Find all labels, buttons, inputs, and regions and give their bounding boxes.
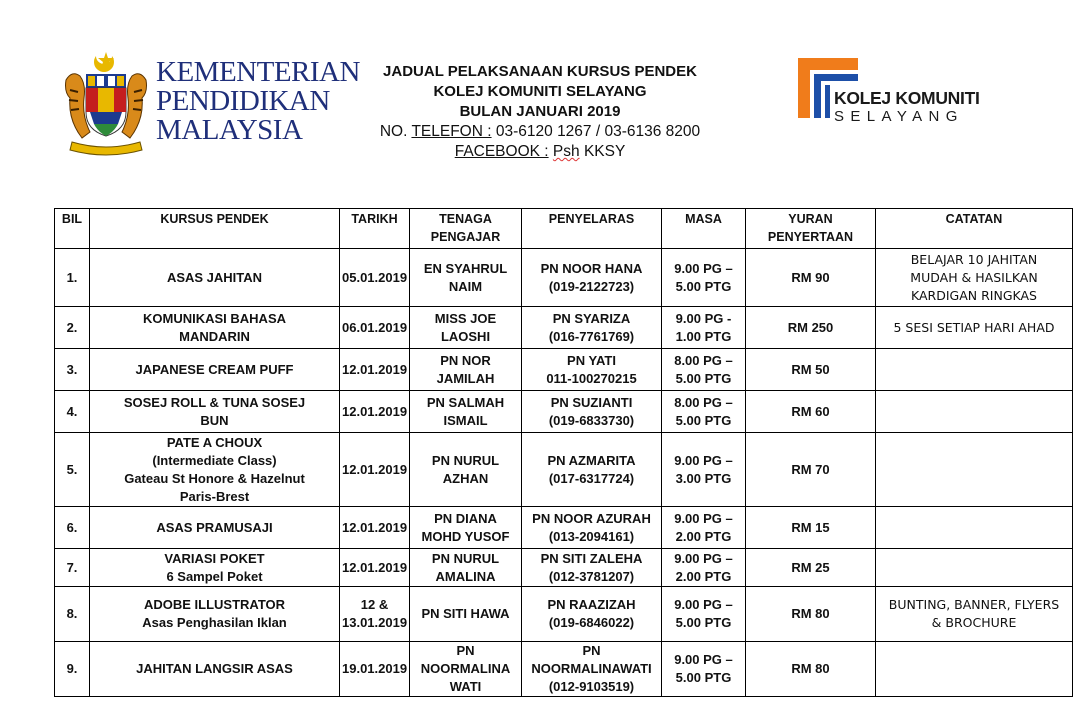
cell-text: 12.01.2019 — [342, 403, 408, 419]
cell-text: 5.00 PTG — [675, 670, 732, 685]
column-header-catatan — [876, 209, 1073, 249]
cell-text: (013-2094161) — [548, 528, 635, 544]
cell-text: (019-2122723) — [548, 278, 635, 294]
cell-text: (Intermediate Class) — [152, 452, 277, 468]
cell-masa — [662, 391, 746, 433]
cell-text: 13.01.2019 — [342, 615, 408, 630]
cell-text: KARDIGAN RINGKAS — [911, 287, 1037, 303]
cell-kursus — [90, 249, 340, 307]
table-row — [55, 349, 1073, 391]
cell-penyelaras — [522, 549, 662, 587]
cell-tarikh — [340, 549, 410, 587]
cell-bil: 4. — [55, 391, 90, 433]
cell-text: ADOBE ILLUSTRATOR — [143, 597, 286, 612]
ministry-line: PENDIDIKAN — [156, 85, 330, 117]
column-header-text: MASA — [685, 212, 722, 226]
phone-line — [330, 122, 750, 142]
cell-kursus — [90, 642, 340, 697]
column-header-tarikh — [340, 209, 410, 249]
cell-text: PN AZMARITA — [547, 452, 636, 468]
cell-text: 9.00 PG – — [674, 597, 733, 612]
cell-text: PN — [456, 643, 475, 658]
cell-yuran: RM 70 — [746, 433, 876, 507]
cell-text: 5 SESI SETIAP HARI AHAD — [893, 319, 1055, 335]
cell-kursus — [90, 349, 340, 391]
cell-text: PN NURUL — [431, 550, 500, 566]
cell-yuran: RM 50 — [746, 349, 876, 391]
cell-pengajar — [410, 349, 522, 391]
cell-text: PN NURUL — [431, 452, 500, 468]
cell-text: Paris-Brest — [179, 488, 250, 504]
cell-text: 3.00 PTG — [675, 470, 732, 486]
cell-kursus — [90, 549, 340, 587]
cell-text: NOORMALINAWATI — [531, 661, 652, 676]
cell-text: & BROCHURE — [931, 615, 1017, 630]
cell-catatan — [876, 349, 1073, 391]
column-header-text: TARIKH — [351, 212, 398, 226]
table-row — [55, 433, 1073, 507]
cell-yuran: RM 80 — [746, 642, 876, 697]
cell-masa — [662, 307, 746, 349]
cell-masa — [662, 549, 746, 587]
cell-text: ASAS JAHITAN — [166, 269, 263, 285]
title-line: KOLEJ KOMUNITI SELAYANG — [433, 83, 647, 100]
cell-text: (017-6317724) — [548, 470, 635, 486]
cell-text: (019-6846022) — [548, 615, 635, 630]
column-header-text: YURAN — [788, 212, 833, 226]
cell-text: 2.00 PTG — [675, 568, 732, 584]
cell-text: EN SYAHRUL — [423, 260, 508, 276]
facebook-line — [330, 142, 750, 162]
column-header-text: PENGAJAR — [430, 230, 501, 244]
column-header-text: CATATAN — [945, 212, 1003, 226]
cell-text: ASAS PRAMUSAJI — [156, 519, 273, 535]
cell-catatan — [876, 507, 1073, 549]
cell-text: PN NOOR HANA — [540, 260, 643, 276]
cell-text: PN SITI ZALEHA — [540, 550, 643, 566]
cell-text: PN NOR — [440, 352, 491, 368]
malaysia-coat-of-arms-icon — [62, 50, 150, 160]
cell-text: (019-6833730) — [548, 412, 635, 428]
cell-catatan — [876, 587, 1073, 642]
table-body — [55, 249, 1073, 697]
cell-yuran: RM 15 — [746, 507, 876, 549]
cell-tarikh — [340, 642, 410, 697]
cell-masa — [662, 507, 746, 549]
cell-tarikh — [340, 433, 410, 507]
cell-text: PN SYARIZA — [552, 310, 631, 326]
cell-text: 12 & — [360, 597, 389, 612]
cell-text: 9.00 PG – — [674, 452, 733, 468]
cell-text: 1.00 PTG — [675, 328, 732, 344]
cell-bil: 5. — [55, 433, 90, 507]
cell-text: MUDAH & HASILKAN — [910, 269, 1038, 285]
cell-text: SOSEJ ROLL & TUNA SOSEJ — [123, 394, 306, 410]
cell-catatan — [876, 433, 1073, 507]
cell-text: MOHD YUSOF — [421, 528, 510, 544]
cell-bil: 3. — [55, 349, 90, 391]
cell-catatan — [876, 391, 1073, 433]
cell-text: PN SALMAH — [426, 394, 505, 410]
cell-text: 8.00 PG – — [674, 352, 733, 368]
table-row — [55, 307, 1073, 349]
phone-label: TELEFON : — [411, 123, 492, 140]
cell-penyelaras — [522, 307, 662, 349]
kolej-komuniti-logo — [798, 58, 998, 130]
cell-text: (016-7761769) — [548, 328, 635, 344]
cell-text: PN DIANA — [434, 510, 497, 526]
column-header-bil — [55, 209, 90, 249]
cell-penyelaras — [522, 391, 662, 433]
cell-text: 011-100270215 — [546, 370, 637, 386]
cell-text: 12.01.2019 — [342, 461, 408, 477]
cell-text: 9.00 PG - — [675, 310, 732, 326]
cell-text: AZHAN — [442, 470, 489, 486]
cell-catatan — [876, 549, 1073, 587]
cell-yuran: RM 80 — [746, 587, 876, 642]
cell-yuran: RM 25 — [746, 549, 876, 587]
table-header-row — [55, 209, 1073, 249]
column-header-text: PENYERTAAN — [767, 230, 854, 244]
column-header-masa — [662, 209, 746, 249]
cell-text: 5.00 PTG — [675, 615, 732, 630]
cell-tarikh — [340, 391, 410, 433]
cell-text: AMALINA — [435, 568, 496, 584]
cell-tarikh — [340, 307, 410, 349]
cell-kursus — [90, 307, 340, 349]
cell-text: 19.01.2019 — [342, 661, 408, 676]
cell-yuran: RM 250 — [746, 307, 876, 349]
cell-text: NOORMALINA — [420, 661, 511, 676]
cell-text: BUNTING, BANNER, FLYERS — [888, 597, 1060, 612]
cell-text: PN SUZIANTI — [550, 394, 633, 410]
cell-text: Gateau St Honore & Hazelnut — [124, 470, 305, 486]
cell-text: ISMAIL — [443, 412, 488, 428]
cell-pengajar — [410, 391, 522, 433]
cell-text: 9.00 PG – — [674, 510, 733, 526]
table-row — [55, 249, 1073, 307]
ministry-line: MALAYSIA — [156, 114, 303, 146]
cell-pengajar — [410, 549, 522, 587]
cell-pengajar — [410, 433, 522, 507]
cell-text: (012-9103519) — [548, 679, 635, 694]
phone-prefix: NO. — [379, 123, 408, 140]
cell-text: 8.00 PG – — [674, 394, 733, 410]
cell-masa — [662, 349, 746, 391]
cell-penyelaras — [522, 433, 662, 507]
title-line: BULAN JANUARI 2019 — [459, 103, 621, 120]
cell-text: PN RAAZIZAH — [547, 597, 636, 612]
cell-text: 6 Sampel Poket — [166, 568, 263, 584]
cell-catatan — [876, 642, 1073, 697]
cell-penyelaras — [522, 587, 662, 642]
cell-masa — [662, 249, 746, 307]
cell-text: 5.00 PTG — [675, 412, 732, 428]
cell-pengajar — [410, 587, 522, 642]
table-row — [55, 507, 1073, 549]
kk-logo-sub: SELAYANG — [834, 108, 964, 125]
cell-text: (012-3781207) — [548, 568, 635, 584]
cell-masa — [662, 587, 746, 642]
cell-text: 06.01.2019 — [342, 319, 408, 335]
cell-bil: 1. — [55, 249, 90, 307]
cell-text: VARIASI POKET — [164, 550, 265, 566]
cell-text: KOMUNIKASI BAHASA — [143, 310, 286, 326]
cell-text: PN YATI — [567, 352, 616, 368]
column-header-text: PENYELARAS — [548, 212, 635, 226]
table-row — [55, 642, 1073, 697]
cell-text: BUN — [200, 412, 229, 428]
phone-value: 03-6120 1267 / 03-6136 8200 — [495, 123, 701, 140]
cell-text: 9.00 PG – — [674, 652, 733, 667]
title-line: JADUAL PELAKSANAAN KURSUS PENDEK — [383, 63, 697, 80]
kk-logo-name: KOLEJ KOMUNITI — [834, 88, 980, 108]
cell-bil: 7. — [55, 549, 90, 587]
cell-bil: 2. — [55, 307, 90, 349]
column-header-pengajar — [410, 209, 522, 249]
cell-yuran: RM 60 — [746, 391, 876, 433]
document-header — [0, 0, 1080, 205]
cell-kursus — [90, 587, 340, 642]
cell-penyelaras — [522, 642, 662, 697]
cell-masa — [662, 433, 746, 507]
facebook-psh: Psh — [552, 143, 580, 160]
column-header-yuran — [746, 209, 876, 249]
column-header-kursus — [90, 209, 340, 249]
cell-text: JAPANESE CREAM PUFF — [135, 361, 294, 377]
table-row — [55, 549, 1073, 587]
facebook-label: FACEBOOK : — [454, 143, 549, 160]
table-row — [55, 587, 1073, 642]
table-row — [55, 391, 1073, 433]
ministry-logo — [62, 50, 360, 160]
cell-text: LAOSHI — [440, 328, 491, 344]
schedule-table — [54, 208, 1073, 697]
cell-bil: 8. — [55, 587, 90, 642]
cell-pengajar — [410, 307, 522, 349]
cell-text: 12.01.2019 — [342, 559, 408, 575]
cell-tarikh — [340, 349, 410, 391]
document-title-block — [330, 62, 750, 162]
facebook-value: KKSY — [583, 143, 626, 160]
cell-text: MANDARIN — [179, 328, 250, 344]
cell-bil: 9. — [55, 642, 90, 697]
cell-text: 5.00 PTG — [675, 278, 732, 294]
cell-penyelaras — [522, 349, 662, 391]
cell-text: PN SITI HAWA — [421, 606, 510, 621]
cell-penyelaras — [522, 249, 662, 307]
cell-text: NAIM — [448, 278, 483, 294]
cell-text: JAHITAN LANGSIR ASAS — [136, 661, 293, 676]
cell-tarikh — [340, 507, 410, 549]
cell-text: PATE A CHOUX — [166, 434, 263, 450]
cell-text: PN — [582, 643, 601, 658]
cell-pengajar — [410, 249, 522, 307]
cell-text: 12.01.2019 — [342, 519, 408, 535]
cell-pengajar — [410, 507, 522, 549]
cell-text: 9.00 PG – — [674, 260, 733, 276]
column-header-text: BIL — [61, 212, 83, 226]
cell-catatan — [876, 307, 1073, 349]
cell-text: PN NOOR AZURAH — [532, 510, 651, 526]
cell-text: JAMILAH — [436, 370, 495, 386]
cell-masa — [662, 642, 746, 697]
column-header-text: KURSUS PENDEK — [160, 212, 269, 226]
ministry-line: KEMENTERIAN — [156, 56, 360, 88]
cell-text: 5.00 PTG — [675, 370, 732, 386]
cell-text: BELAJAR 10 JAHITAN — [910, 251, 1038, 267]
cell-text: 12.01.2019 — [342, 361, 408, 377]
cell-text: 05.01.2019 — [342, 269, 408, 285]
cell-text: 9.00 PG – — [674, 550, 733, 566]
cell-bil: 6. — [55, 507, 90, 549]
cell-text: MISS JOE — [434, 310, 497, 326]
cell-kursus — [90, 433, 340, 507]
column-header-penyelaras — [522, 209, 662, 249]
cell-tarikh — [340, 249, 410, 307]
column-header-text: TENAGA — [439, 212, 492, 226]
cell-yuran: RM 90 — [746, 249, 876, 307]
cell-tarikh — [340, 587, 410, 642]
cell-text: 2.00 PTG — [675, 528, 732, 544]
cell-kursus — [90, 391, 340, 433]
cell-text: WATI — [449, 679, 482, 694]
cell-catatan — [876, 249, 1073, 307]
cell-penyelaras — [522, 507, 662, 549]
cell-text: Asas Penghasilan Iklan — [142, 615, 287, 630]
cell-pengajar — [410, 642, 522, 697]
cell-kursus — [90, 507, 340, 549]
